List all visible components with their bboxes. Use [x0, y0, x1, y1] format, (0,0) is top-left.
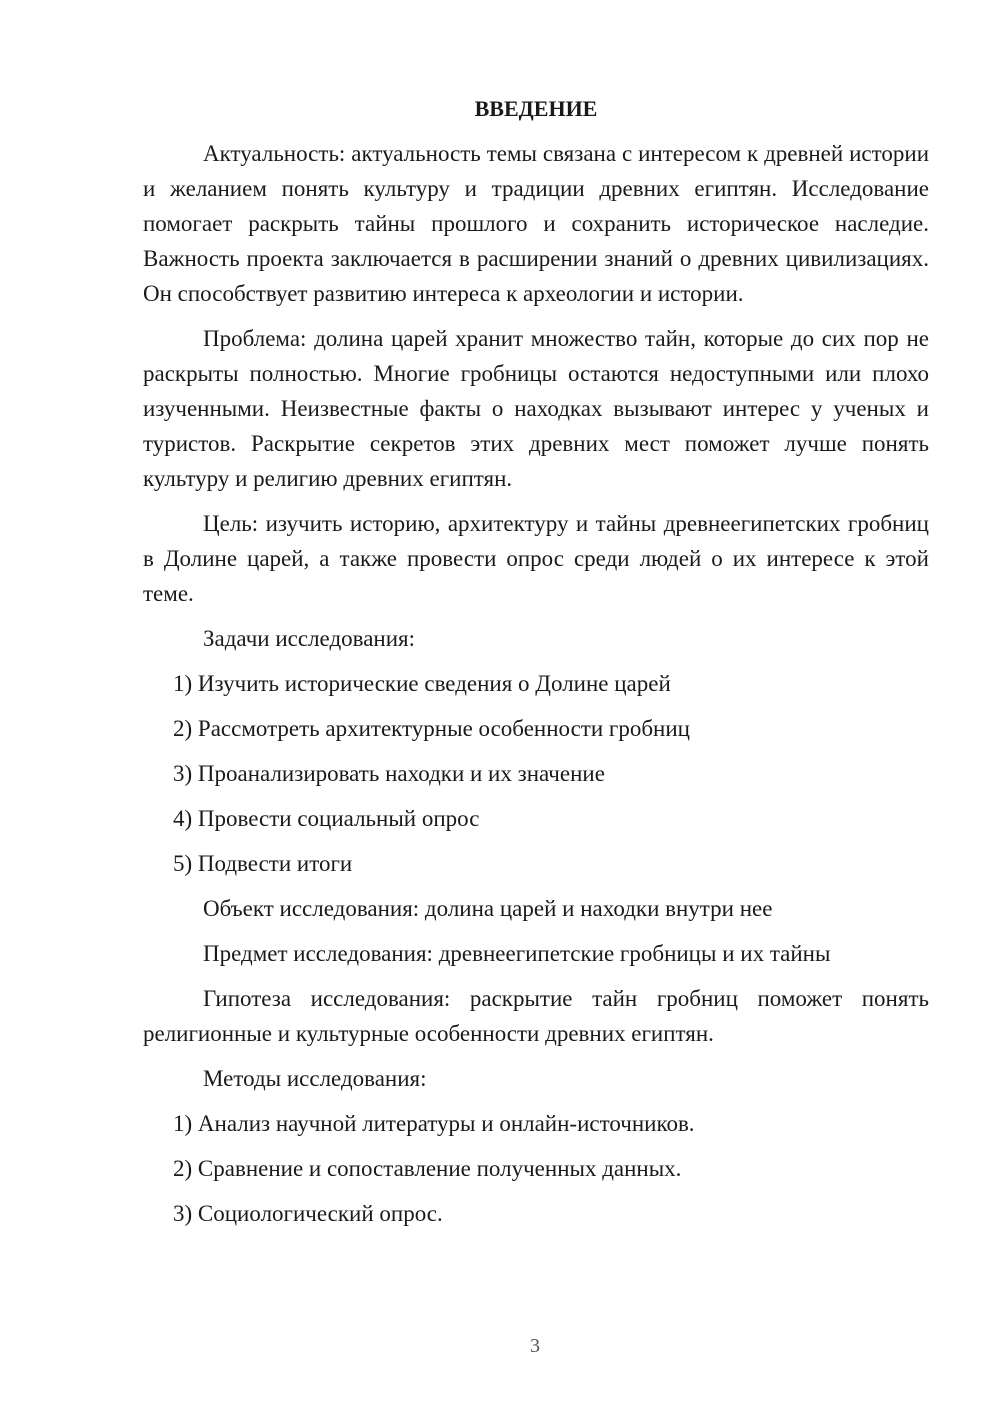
task-item: 2) Рассмотреть архитектурные особенности гробниц	[173, 716, 690, 741]
hypothesis-paragraph: Гипотеза исследования: раскрытие тайн гробниц поможет понять религионные и культурные особенности древних египтян.	[143, 986, 929, 1046]
task-item: 4) Провести социальный опрос	[173, 806, 480, 831]
task-item: 3) Проанализировать находки и их значение	[173, 761, 605, 786]
task-item: 5) Подвести итоги	[173, 851, 353, 876]
method-item: 3) Социологический опрос.	[173, 1201, 443, 1226]
research-object: Объект исследования: долина царей и находки внутри нее	[203, 896, 773, 921]
page-number: 3	[530, 1335, 540, 1357]
method-item: 1) Анализ научной литературы и онлайн-источников.	[173, 1111, 695, 1136]
method-item: 2) Сравнение и сопоставление полученных данных.	[173, 1156, 682, 1181]
page-title: ВВЕДЕНИЕ	[474, 96, 598, 121]
methods-heading: Методы исследования:	[203, 1066, 427, 1091]
research-subject: Предмет исследования: древнеегипетские гробницы и их тайны	[203, 941, 831, 966]
problem-paragraph: Проблема: долина царей хранит множество тайн, которые до сих пор не раскрыты полностью. Многие гробницы остаются недоступными или плохо изученными. Неизвестные факты о находках вызывают интерес у ученых и туристов. Раскрытие секретов этих древних мест поможет лучше понять культуру и религию древних египтян.	[143, 326, 929, 491]
tasks-heading: Задачи исследования:	[203, 626, 416, 651]
task-item: 1) Изучить исторические сведения о Долине царей	[173, 671, 671, 696]
goal-paragraph: Цель: изучить историю, архитектуру и тайны древнеегипетских гробниц в Долине царей, а также провести опрос среди людей о их интересе к этой теме.	[143, 511, 929, 606]
relevance-paragraph: Актуальность: актуальность темы связана с интересом к древней истории и желанием понять культуру и традиции древних египтян. Исследование помогает раскрыть тайны прошлого и сохранить историческое наследие. Важность проекта заключается в расширении знаний о древних цивилизациях. Он способствует развитию интереса к археологии и истории.	[143, 141, 929, 306]
document-page	[143, 94, 929, 1241]
